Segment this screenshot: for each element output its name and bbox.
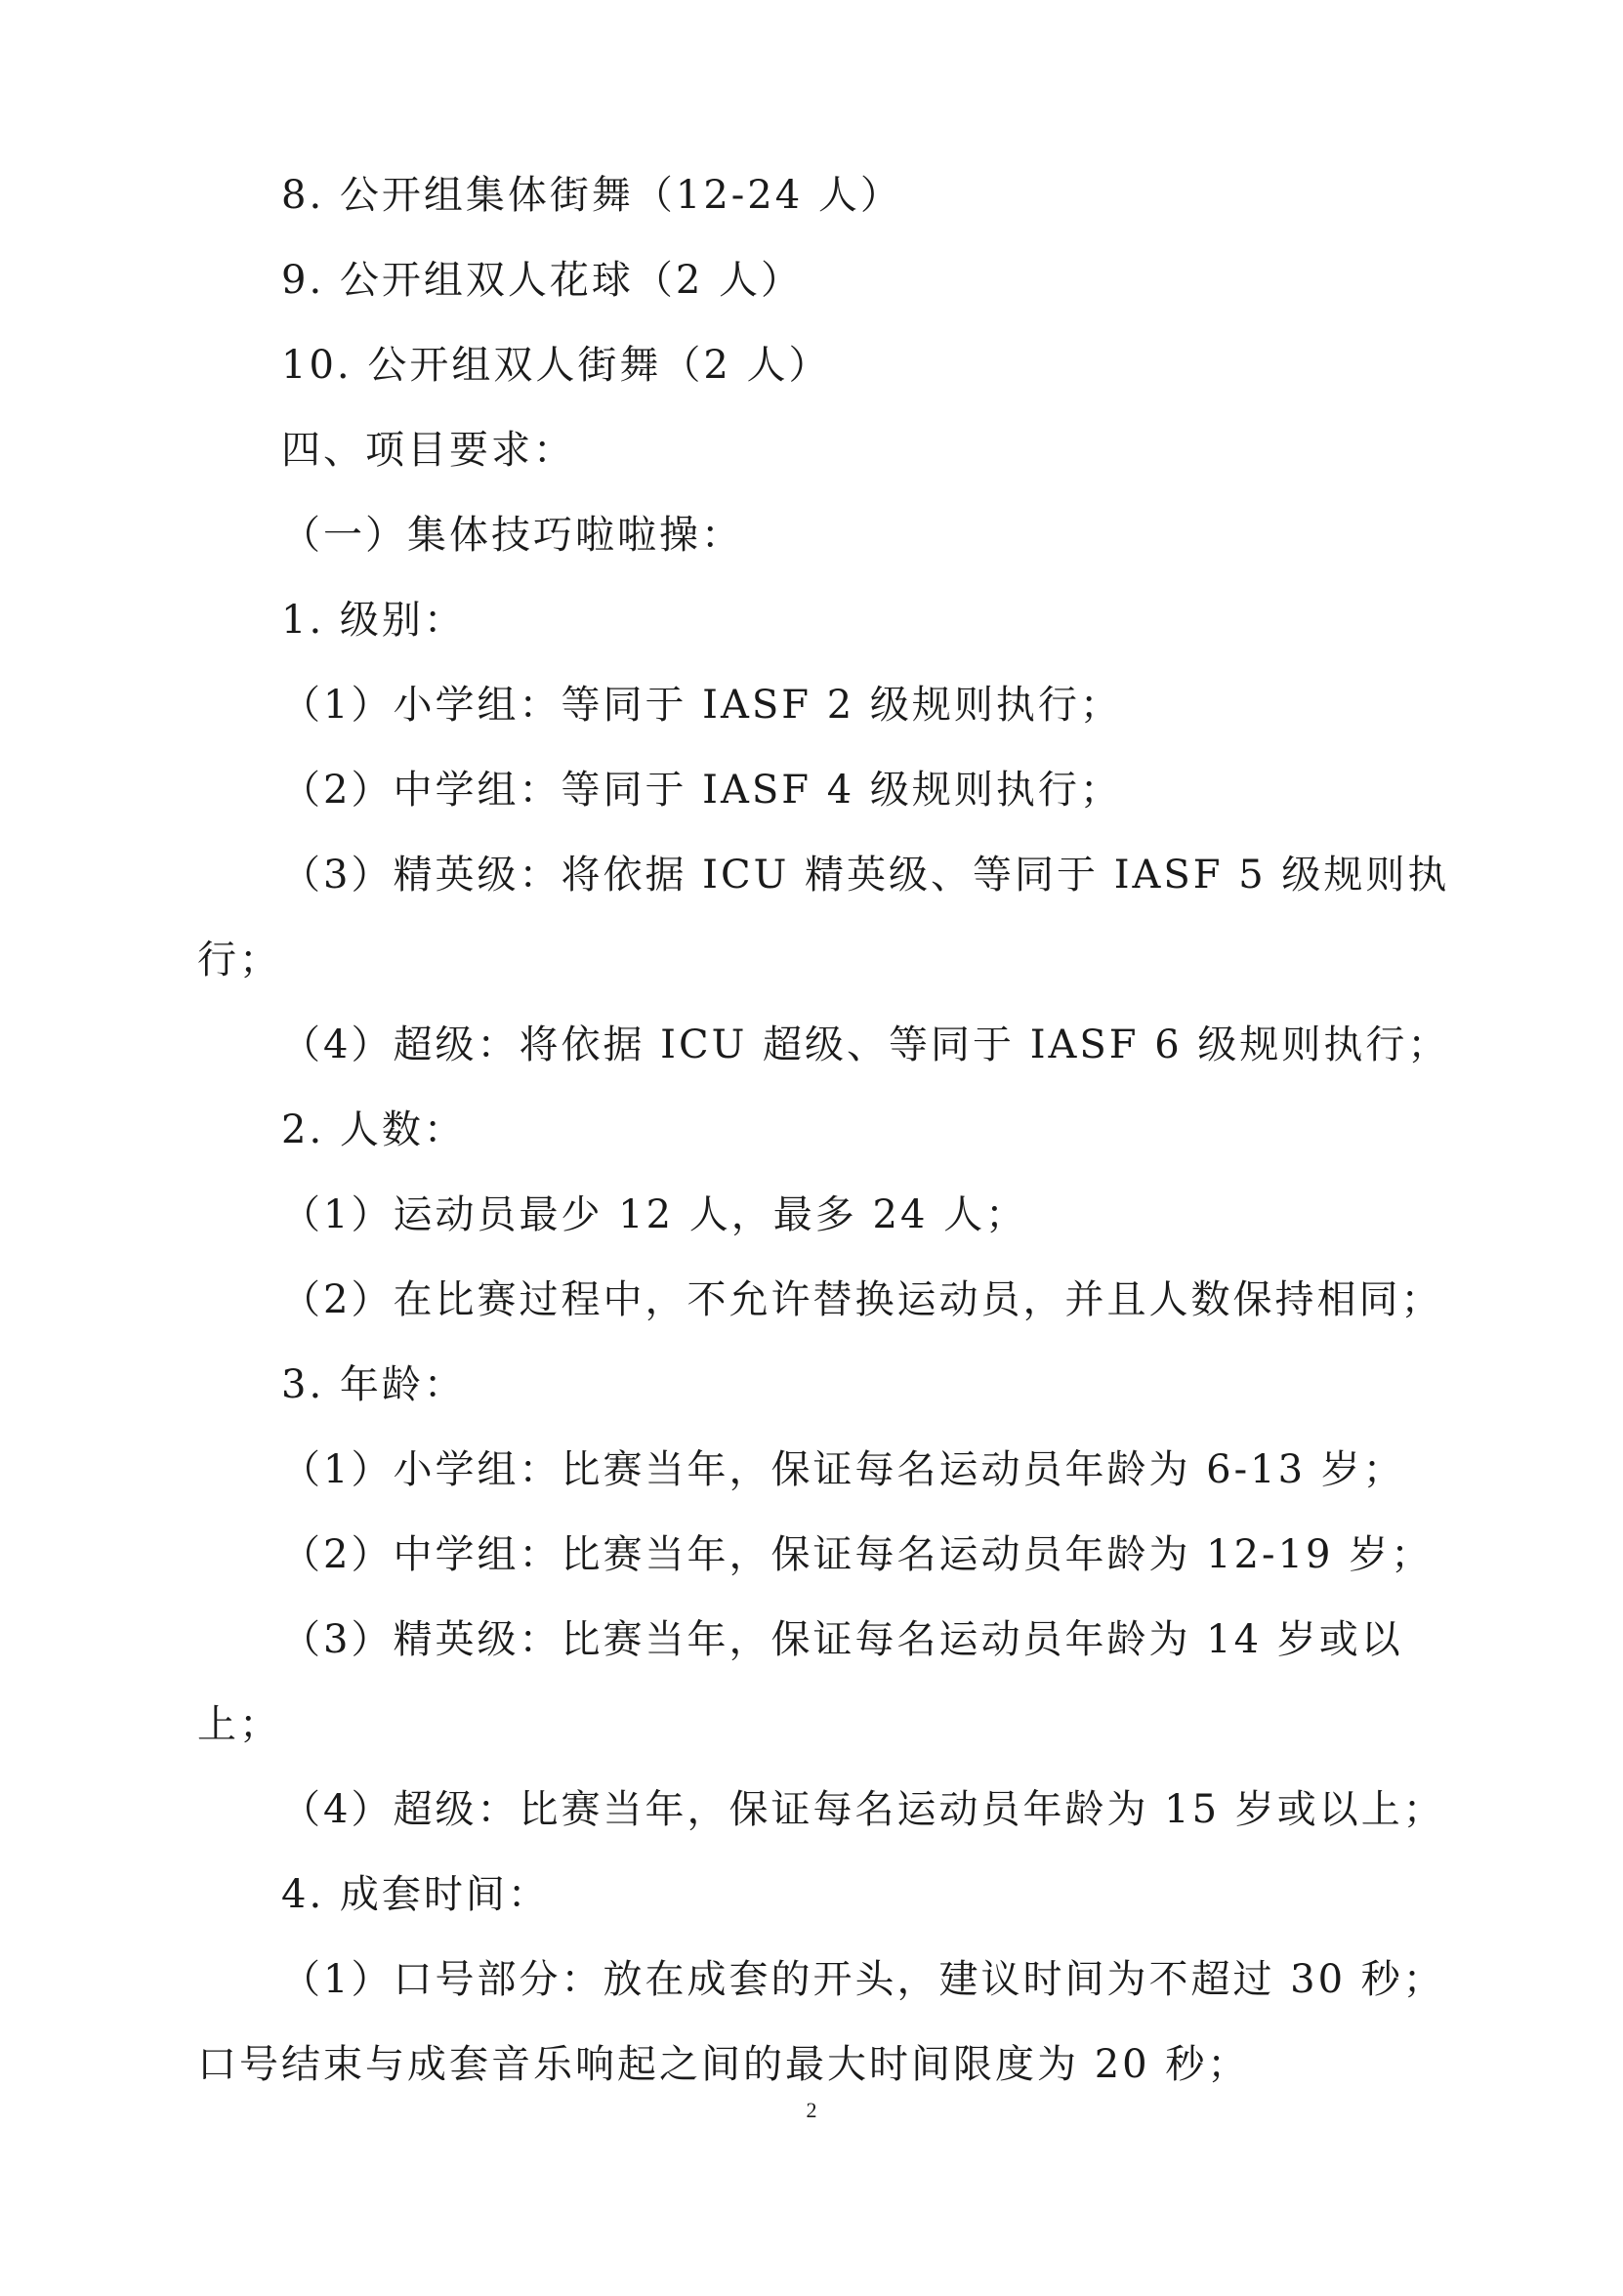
paragraph-line: （2）中学组：等同于 IASF 4 级规则执行；	[281, 768, 1122, 813]
paragraph-line: （4）超级：比赛当年，保证每名运动员年龄为 15 岁或以上；	[281, 1787, 1445, 1832]
list-item-open-group-hiphop-duo: 10. 公开组双人街舞（2 人）	[281, 343, 831, 388]
paragraph-line: （2）在比赛过程中，不允许替换运动员，并且人数保持相同；	[281, 1277, 1443, 1322]
paragraph-line: （1）小学组：等同于 IASF 2 级规则执行；	[281, 683, 1122, 728]
paragraph-line: （2）中学组：比赛当年，保证每名运动员年龄为 12-19 岁；	[281, 1532, 1434, 1577]
page-number: 2	[806, 2098, 817, 2122]
section-heading-requirements: 四、项目要求：	[281, 428, 575, 473]
item-heading-routine-time: 4. 成套时间：	[281, 1872, 550, 1917]
paragraph-line-continuation: 上；	[197, 1702, 281, 1747]
paragraph-line: （3）精英级：比赛当年，保证每名运动员年龄为 14 岁或以	[281, 1617, 1403, 1662]
paragraph-line: （1）运动员最少 12 人，最多 24 人；	[281, 1192, 1028, 1237]
list-item-open-group-hiphop: 8. 公开组集体街舞（12-24 人）	[281, 173, 902, 218]
paragraph-line-continuation: 行；	[197, 938, 281, 982]
list-item-open-group-pompom-duo: 9. 公开组双人花球（2 人）	[281, 258, 804, 303]
paragraph-line: （1）小学组：比赛当年，保证每名运动员年龄为 6-13 岁；	[281, 1447, 1405, 1492]
item-heading-level: 1. 级别：	[281, 598, 466, 643]
paragraph-line-continuation: 口号结束与成套音乐响起之间的最大时间限度为 20 秒；	[197, 2042, 1250, 2087]
subsection-heading-group-stunt: （一）集体技巧啦啦操：	[281, 513, 743, 558]
paragraph-line: （4）超级：将依据 ICU 超级、等同于 IASF 6 级规则执行；	[281, 1023, 1450, 1067]
item-heading-headcount: 2. 人数：	[281, 1107, 466, 1152]
paragraph-line: （3）精英级：将依据 ICU 精英级、等同于 IASF 5 级规则执	[281, 853, 1450, 898]
item-heading-age: 3. 年龄：	[281, 1362, 466, 1407]
paragraph-line: （1）口号部分：放在成套的开头，建议时间为不超过 30 秒；	[281, 1957, 1445, 2002]
